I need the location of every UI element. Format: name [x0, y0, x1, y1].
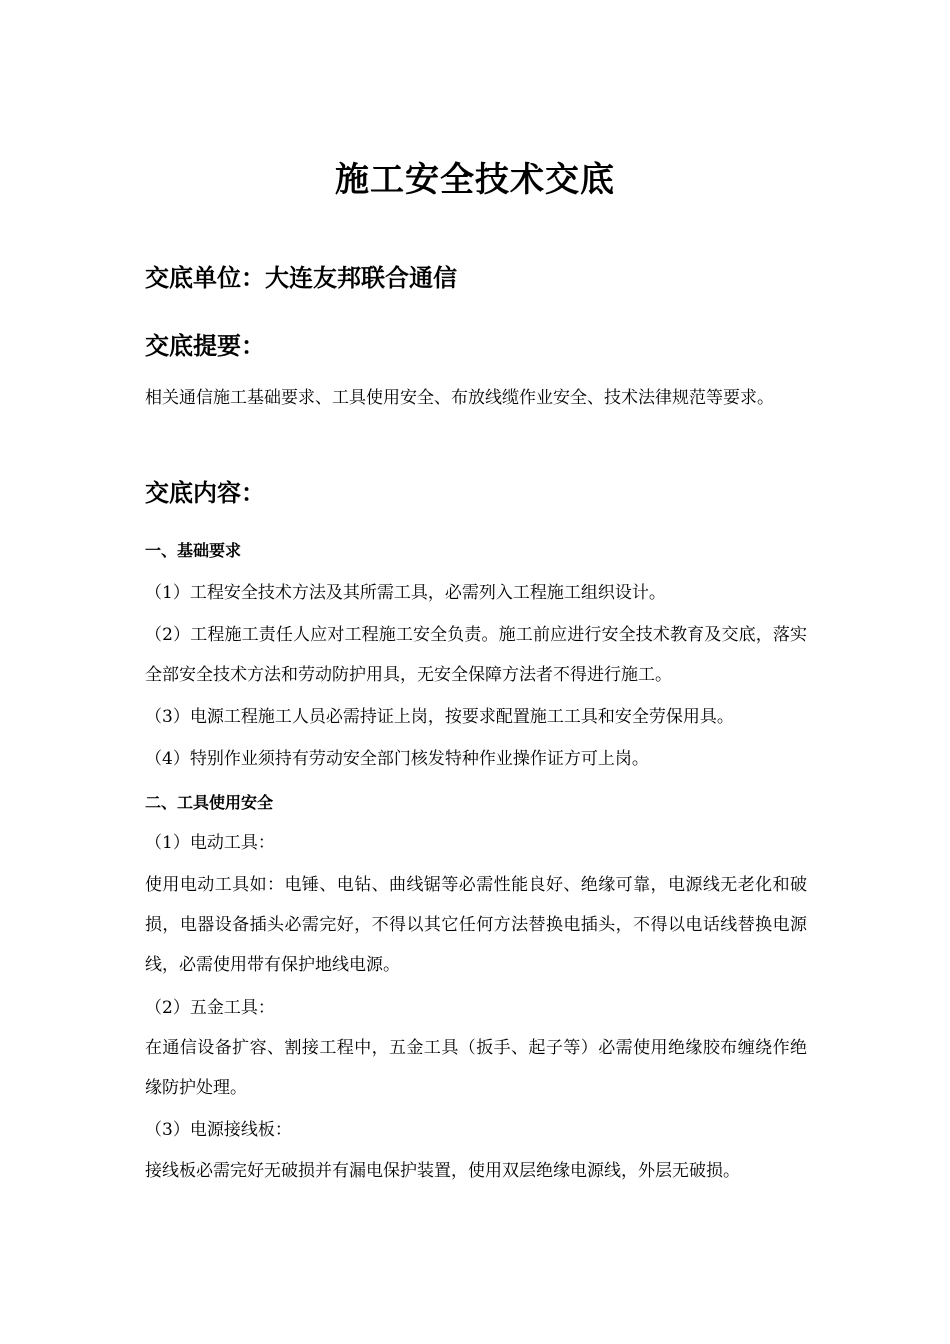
section-2-sub-3-text: 接线板必需完好无破损并有漏电保护装置，使用双层绝缘电源线，外层无破损。	[145, 1161, 740, 1181]
section-2-heading: 二、工具使用安全	[145, 793, 274, 812]
summary-text: 相关通信施工基础要求、工具使用安全、布放线缆作业安全、技术法律规范等要求。	[145, 388, 774, 408]
unit-heading: 交底单位：大连友邦联合通信	[145, 264, 457, 292]
section-2-sub-2-label: （2）五金工具：	[145, 998, 275, 1018]
section-2-sub-1-label: （1）电动工具：	[145, 833, 275, 853]
section-1-item-1: （1）工程安全技术方法及其所需工具，必需列入工程施工组织设计。	[145, 583, 666, 603]
section-1-item-2: （2）工程施工责任人应对工程施工安全负责。施工前应进行安全技术教育及交底，落实全部安全技术方法和劳动防护用具，无安全保障方法者不得进行施工。	[145, 625, 807, 685]
content-heading: 交底内容：	[145, 479, 265, 507]
summary-heading: 交底提要：	[145, 332, 265, 360]
section-2-sub-3-label: （3）电源接线板：	[145, 1120, 292, 1140]
section-1-item-4: （4）特别作业须持有劳动安全部门核发特种作业操作证方可上岗。	[145, 749, 649, 769]
section-2-sub-1-text: 使用电动工具如：电锤、电钻、曲线锯等必需性能良好、绝缘可靠，电源线无老化和破损，电器设备插头必需完好，不得以其它任何方法替换电插头，不得以电话线替换电源线，必需使用带有保护地线电源。	[145, 875, 807, 975]
section-2-sub-2-text: 在通信设备扩容、割接工程中，五金工具（扳手、起子等）必需使用绝缘胶布缠绕作绝缘防护处理。	[145, 1038, 807, 1098]
section-1-heading: 一、基础要求	[145, 541, 242, 560]
document-title: 施工安全技术交底	[335, 160, 615, 200]
section-1-item-3: （3）电源工程施工人员必需持证上岗，按要求配置施工工具和安全劳保用具。	[145, 707, 734, 727]
